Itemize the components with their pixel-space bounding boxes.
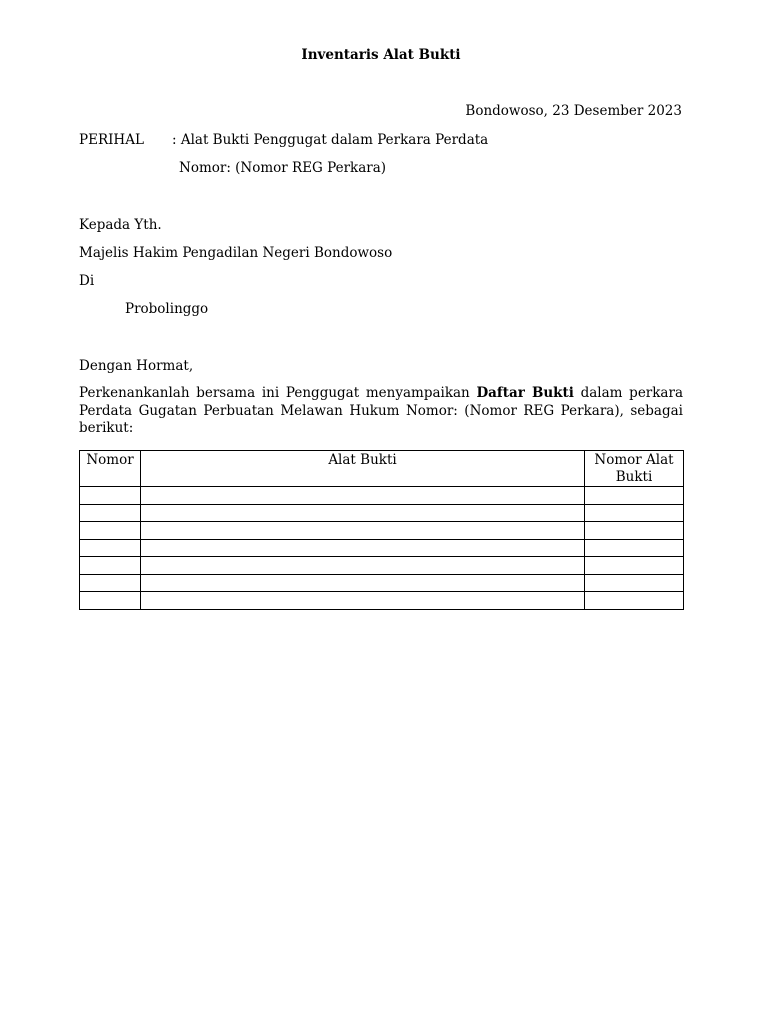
table-cell <box>141 592 585 610</box>
addressee-recipient: Majelis Hakim Pengadilan Negeri Bondowoso <box>79 245 393 261</box>
letter-date: Bondowoso, 23 Desember 2023 <box>465 103 682 119</box>
addressee-greeting: Kepada Yth. <box>79 217 162 233</box>
table-cell <box>80 557 141 575</box>
table-header-alat-bukti: Alat Bukti <box>141 451 585 487</box>
table-header-nomor: Nomor <box>80 451 141 487</box>
body-text-bold: Daftar Bukti <box>476 385 574 401</box>
table-cell <box>141 557 585 575</box>
table-cell <box>141 574 585 592</box>
table-header-row <box>80 451 684 487</box>
table-cell <box>80 592 141 610</box>
table-cell <box>585 539 684 557</box>
perihal-nomor: Nomor: (Nomor REG Perkara) <box>179 160 387 176</box>
body-text-start: Perkenankanlah bersama ini Penggugat menyampaikan <box>79 385 477 401</box>
evidence-table <box>79 450 684 610</box>
body-text-end: dalam perkara Perdata Gugatan Perbuatan Melawan Hukum Nomor: (Nomor REG Perkara), sebagai berikut: <box>79 385 683 436</box>
table-cell <box>80 522 141 540</box>
table-cell <box>80 504 141 522</box>
table-cell <box>585 487 684 505</box>
table-row <box>80 522 684 540</box>
table-cell <box>141 504 585 522</box>
table-row <box>80 592 684 610</box>
table-cell <box>585 592 684 610</box>
salutation: Dengan Hormat, <box>79 358 194 374</box>
table-cell <box>80 574 141 592</box>
table-cell <box>80 539 141 557</box>
table-row <box>80 539 684 557</box>
table-row <box>80 487 684 505</box>
table-cell <box>80 487 141 505</box>
body-paragraph <box>79 385 683 438</box>
document-title: Inventaris Alat Bukti <box>301 47 461 63</box>
table-row <box>80 504 684 522</box>
addressee-city: Probolinggo <box>125 301 209 317</box>
perihal-label: PERIHAL <box>79 132 144 148</box>
perihal-value: : Alat Bukti Penggugat dalam Perkara Perdata <box>172 132 489 148</box>
table-header-nomor-alat-bukti: Nomor Alat Bukti <box>585 451 684 487</box>
table-cell <box>585 574 684 592</box>
table-body <box>80 487 684 610</box>
table-row <box>80 557 684 575</box>
table-cell <box>585 504 684 522</box>
table-row <box>80 574 684 592</box>
table-cell <box>141 539 585 557</box>
table-cell <box>141 522 585 540</box>
table-cell <box>141 487 585 505</box>
addressee-di: Di <box>79 273 95 289</box>
table-cell <box>585 522 684 540</box>
table-cell <box>585 557 684 575</box>
